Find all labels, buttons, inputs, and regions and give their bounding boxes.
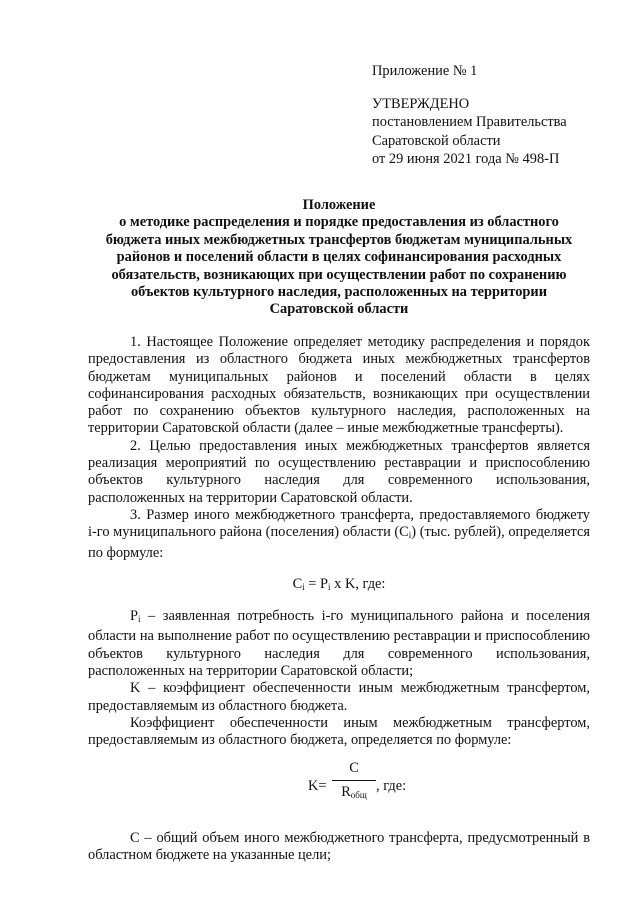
paragraph-6: Коэффициент обеспеченности иным межбюджетным трансфертом, предоставляемым из областного бюджета, определяется по формуле: bbox=[88, 714, 590, 749]
paragraph-7: C – общий объем иного межбюджетного трансферта, предусмотренный в областном бюджете на указанные цели; bbox=[88, 829, 590, 863]
formula-rest: x K, где: bbox=[330, 575, 386, 592]
document-body bbox=[88, 334, 590, 864]
approved-line: постановлением Правительства bbox=[372, 114, 567, 130]
title-line: бюджета иных межбюджетных трансфертов бюджетам муниципальных bbox=[105, 231, 573, 248]
document-title bbox=[88, 197, 590, 319]
approved-line: от 29 июня 2021 года № 498-П bbox=[372, 151, 560, 167]
paragraph-4-text: – заявленная потребность i-го муниципального района и поселения области на выполнение работ по осуществлению реставрации и приспособлению объектов культурного наследия для современного использования, расположенных на территории Саратовской области; bbox=[88, 608, 590, 680]
title-line: обязательств, возникающих при осуществлении работ по сохранению bbox=[111, 266, 567, 283]
formula-c: C bbox=[292, 575, 303, 592]
subscript: общ bbox=[350, 789, 367, 800]
paragraph-3-text-end: ) (тыс. рублей), определяется по формуле: bbox=[88, 524, 590, 561]
formula-ci bbox=[88, 576, 590, 596]
paragraph-2: 2. Целью предоставления иных межбюджетных трансфертов является реализация мероприятий по осуществлению реставрации и приспособлению объектов культурного наследия для современного использования, расположенных на территории Саратовской области. bbox=[88, 437, 590, 506]
appendix-label: Приложение № 1 bbox=[372, 63, 478, 79]
paragraph-5: K – коэффициент обеспеченности иным межбюджетным трансфертом, предоставляемым из областного бюджета. bbox=[88, 680, 590, 714]
subscript: i bbox=[328, 581, 331, 592]
title-line: объектов культурного наследия, расположенных на территории bbox=[130, 284, 547, 301]
paragraph-3-text: 3. Размер иного межбюджетного трансферта, предоставляемого бюджету i-го муниципального района (поселения) области (C bbox=[88, 506, 590, 541]
title-line: районов и поселений области в целях софинансирования расходных bbox=[116, 249, 562, 266]
paragraph-3 bbox=[88, 507, 590, 562]
title-line: о методике распределения и порядке предоставления из областного bbox=[119, 214, 559, 231]
subscript: i bbox=[138, 614, 141, 625]
fraction-denominator bbox=[332, 784, 376, 804]
denominator-r: R bbox=[341, 783, 351, 800]
title-line: Положение bbox=[302, 197, 376, 213]
approval-header bbox=[372, 62, 622, 169]
paragraph-1: 1. Настоящее Положение определяет методику распределения и порядок предоставления из областного бюджета иных межбюджетных трансфертов бюджетам муниципальных районов и поселений области в целях софинансирования расходных обязательств, возникающих при осуществлении работ по сохранению объектов культурного наследия, расположенных на территории Саратовской области (далее – иные межбюджетные трансферты). bbox=[88, 334, 590, 437]
approved-line: УТВЕРЖДЕНО bbox=[372, 95, 470, 112]
formula-fraction bbox=[332, 760, 376, 804]
formula-k-lhs: K= bbox=[308, 777, 327, 794]
formula-k-tail: , где: bbox=[376, 777, 407, 794]
paragraph-4-p: P bbox=[130, 608, 139, 625]
subscript: i bbox=[408, 530, 412, 541]
title-line: Саратовской области bbox=[269, 301, 409, 318]
fraction-bar bbox=[332, 780, 376, 781]
fraction-numerator: C bbox=[349, 759, 359, 776]
formula-eq: = P bbox=[304, 575, 329, 592]
approved-line: Саратовской области bbox=[372, 132, 501, 149]
paragraph-4 bbox=[88, 608, 590, 680]
formula-k bbox=[88, 760, 590, 822]
subscript: i bbox=[302, 581, 305, 592]
